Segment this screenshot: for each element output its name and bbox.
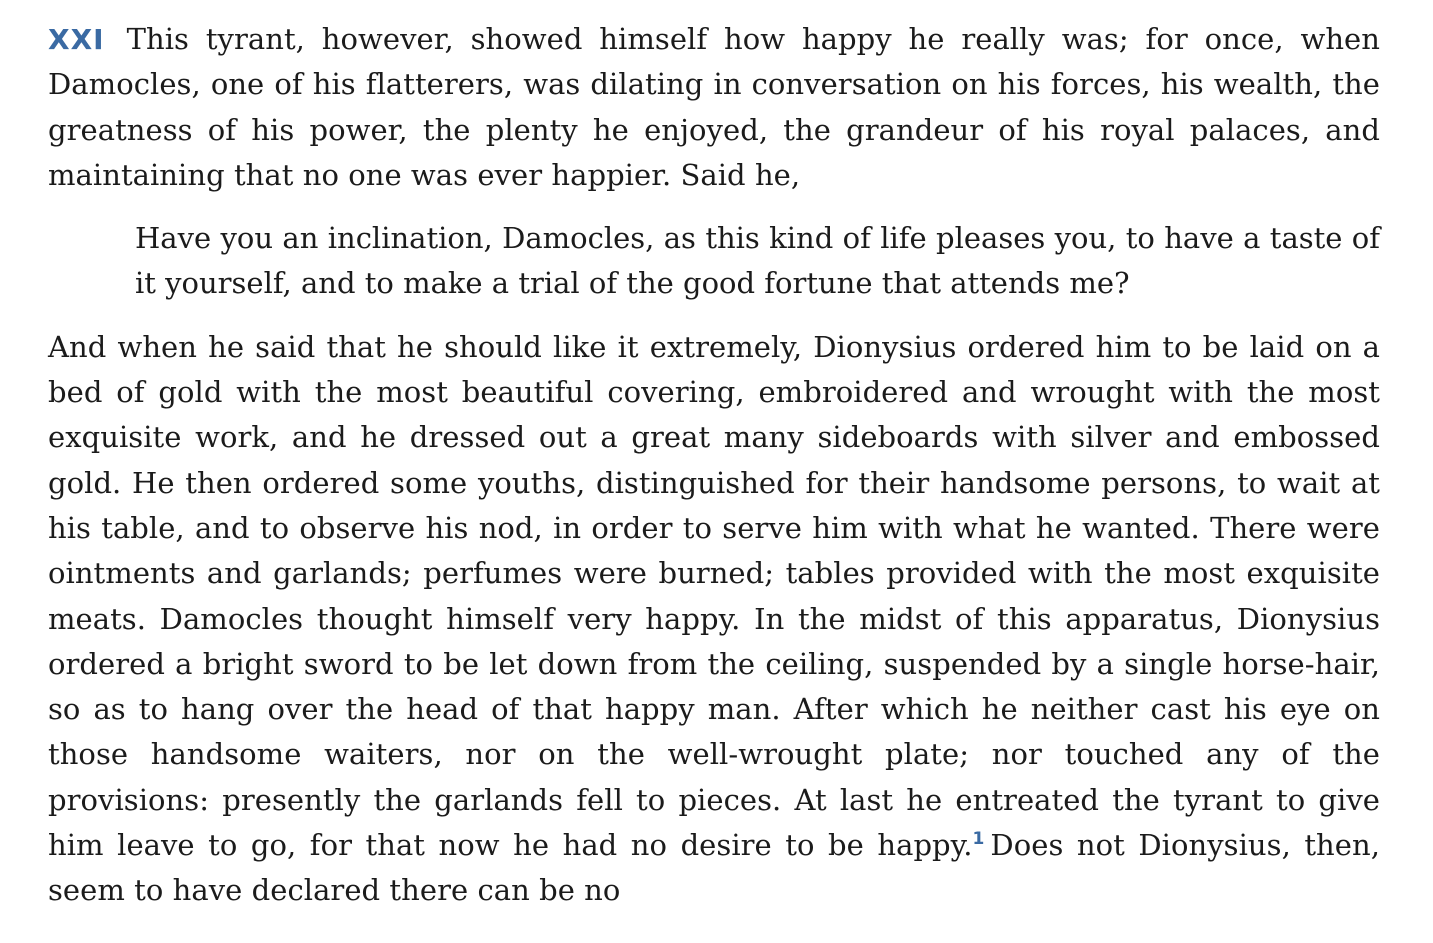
paragraph-main [48,325,1380,914]
footnote-link[interactable]: 1 [972,829,985,850]
paragraph-intro [48,17,1380,198]
section-number: XXI [48,23,105,56]
document-page [48,17,1380,914]
paragraph-main-continuation: Does not Dionysius, then, seem to have declared there can be no [48,828,1380,908]
paragraph-main-text: And when he said that he should like it extremely, Dionysius ordered him to be laid on a bed of gold with the most beautiful covering, embroidered and wrought with the most exquisite work, and he dressed out a great many sideboards with silver and embossed gold. He then ordered some youths, distinguished for their handsome persons, to wait at his table, and to observe his nod, in order to serve him with what he wanted. There were ointments and garlands; perfumes were burned; tables provided with the most exquisite meats. Damocles thought himself very happy. In the midst of this apparatus, Dionysius ordered a bright sword to be let down from the ceiling, suspended by a single horse-hair, so as to hang over the head of that happy man. After which he neither cast his eye on those handsome waiters, nor on the well-wrought plate; nor touched any of the provisions: presently the garlands fell to pieces. At last he entreated the tyrant to give him leave to go, for that now he had no desire to be happy. [48,329,1380,863]
paragraph-intro-text: This tyrant, however, showed himself how happy he really was; for once, when Damocles, one of his flatterers, was dilating in conversation on his forces, his wealth, the greatness of his power, the plenty he enjoyed, the grandeur of his royal palaces, and maintaining that no one was ever happier. Said he, [48,22,1380,192]
block-quote: Have you an inclination, Damocles, as this kind of life pleases you, to have a taste of it yourself, and to make a trial of the good fortune that attends me? [135,221,1380,301]
